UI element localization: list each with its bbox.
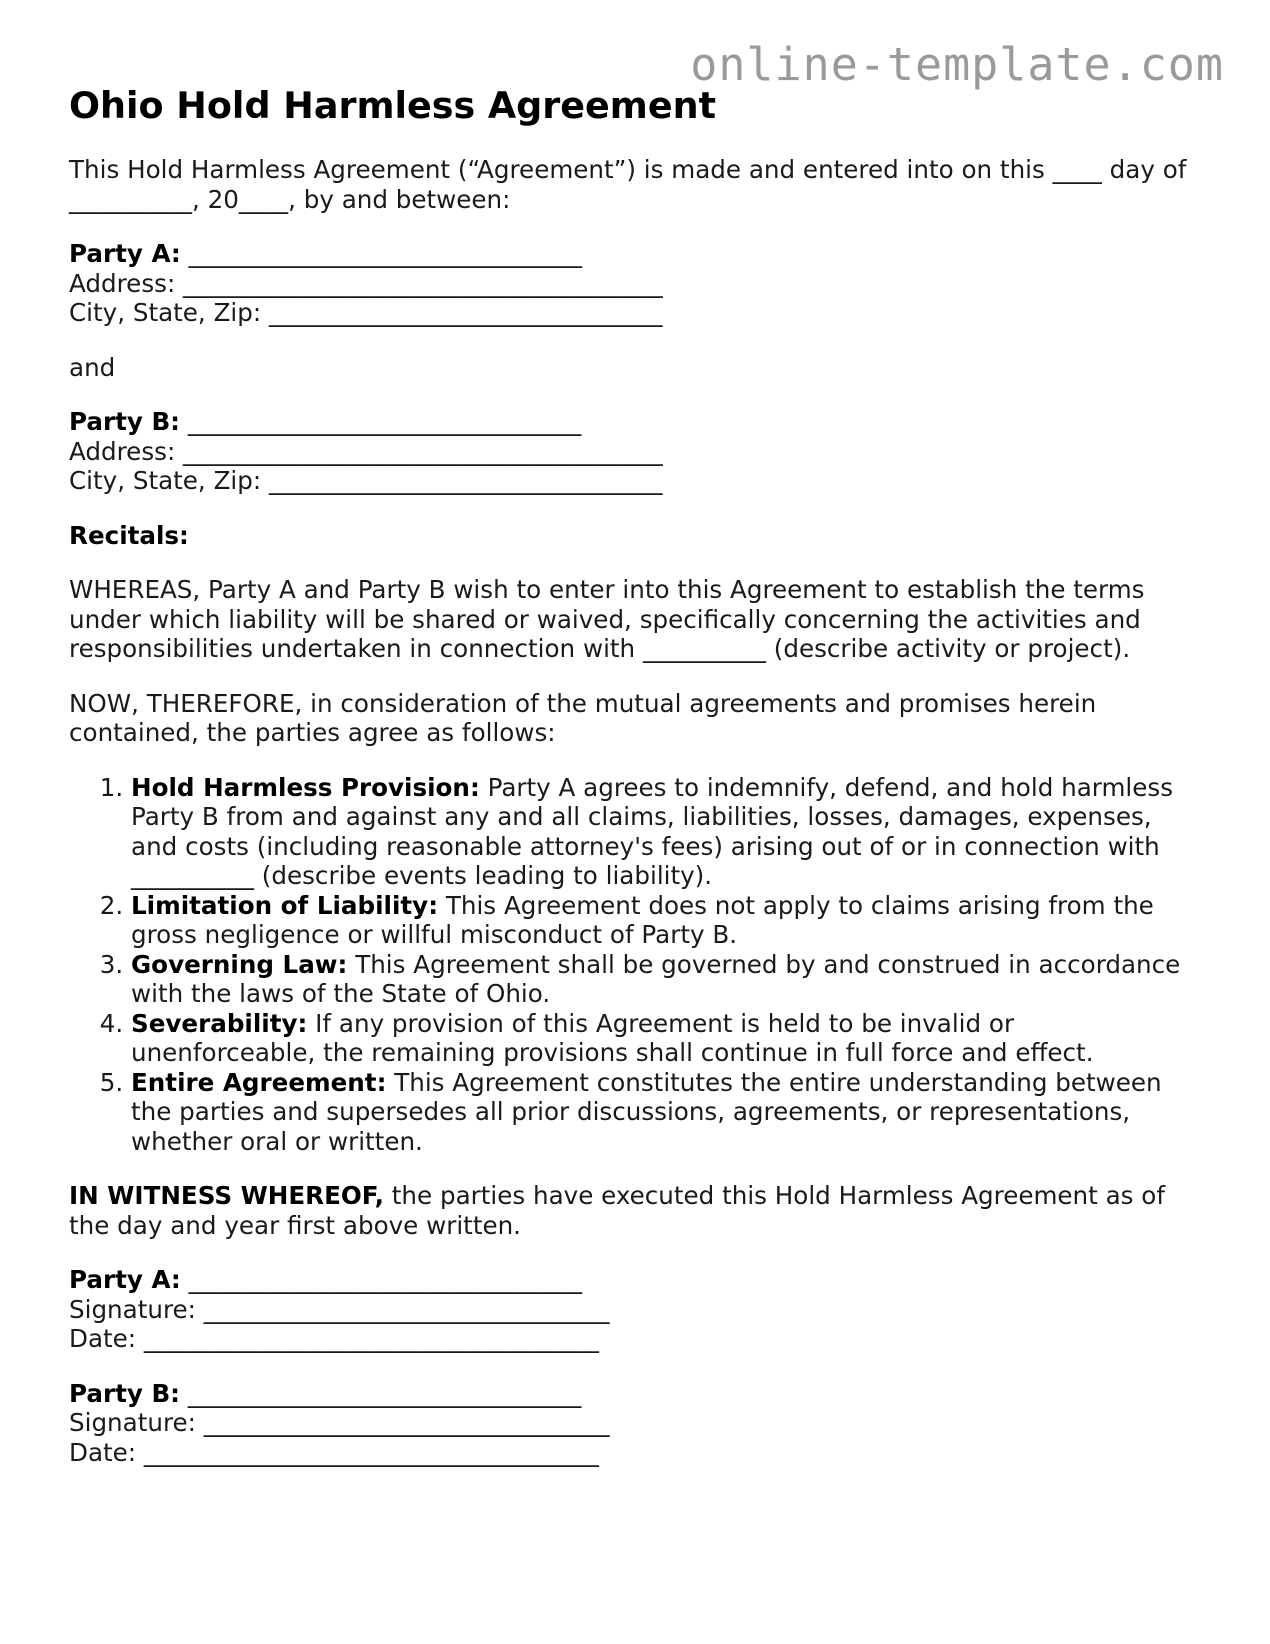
provision-title: Governing Law:	[131, 949, 348, 979]
party-b-name-line	[69, 407, 1204, 437]
party-b-block	[69, 407, 1204, 496]
provision-line: gross negligence or willful misconduct of Party B.	[131, 920, 738, 949]
provision-line: with the laws of the State of Ohio.	[131, 979, 551, 1008]
witness-bold: IN WITNESS WHEREOF,	[69, 1181, 384, 1210]
party-b-name-field: ________________________________	[180, 407, 582, 436]
provision-item	[131, 891, 1204, 950]
document-title: Ohio Hold Harmless Agreement	[69, 84, 717, 127]
now-therefore-paragraph	[69, 689, 1204, 748]
party-a-city-field: City, State, Zip: ________________________________	[69, 298, 663, 327]
sign-a-label: Party A:	[69, 1265, 181, 1294]
party-b-city-field: City, State, Zip: ________________________________	[69, 466, 663, 495]
sign-a-name-field: ________________________________	[180, 1265, 583, 1294]
provision-title: Hold Harmless Provision:	[131, 772, 480, 802]
provision-line	[131, 950, 1204, 980]
intro-paragraph	[69, 155, 1204, 214]
provision-line: the parties and supersedes all prior discussions, agreements, or representations,	[131, 1097, 1131, 1126]
witness-text: the parties have executed this Hold Harmless Agreement as of	[383, 1181, 1166, 1210]
whereas-line: WHEREAS, Party A and Party B wish to enter into this Agreement to establish the terms	[69, 575, 1145, 604]
provisions-list	[69, 773, 1204, 1157]
provision-line	[131, 1009, 1204, 1039]
provision-line	[131, 1068, 1204, 1098]
party-a-block	[69, 239, 1204, 328]
provision-item	[131, 1009, 1204, 1068]
party-b-label: Party B:	[69, 407, 181, 436]
sign-b-date-field: Date: _____________________________________	[69, 1437, 599, 1467]
party-a-address-field: Address: _______________________________________	[69, 268, 663, 298]
sign-b-label: Party B:	[69, 1378, 181, 1408]
provision-title: Entire Agreement:	[131, 1067, 387, 1097]
provision-line: unenforceable, the remaining provisions shall continue in full force and effect.	[131, 1038, 1094, 1067]
intro-line: This Hold Harmless Agreement (“Agreement”) is made and entered into on this ____ day of	[69, 155, 1187, 184]
party-a-label: Party A:	[69, 239, 181, 268]
and-text: and	[69, 352, 116, 382]
document-body	[69, 84, 1204, 1492]
provision-line: whether oral or written.	[131, 1126, 423, 1156]
whereas-line: under which liability will be shared or waived, specifically concerning the activities and	[69, 604, 1141, 634]
party-a-name-line	[69, 239, 1204, 269]
witness-paragraph	[69, 1181, 1204, 1240]
provision-text: This Agreement does not apply to claims arising from the	[438, 890, 1154, 920]
provision-title: Limitation of Liability:	[131, 890, 439, 920]
watermark: online-template.com	[690, 38, 1224, 91]
witness-line: the day and year first above written.	[69, 1210, 521, 1240]
provision-line	[131, 773, 1204, 803]
provision-text: This Agreement shall be governed by and construed in accordance	[347, 949, 1181, 979]
now-therefore-line: contained, the parties agree as follows:	[69, 718, 556, 747]
intro-line: __________, 20____, by and between:	[69, 184, 511, 214]
provision-item	[131, 1068, 1204, 1157]
whereas-line: responsibilities undertaken in connection with __________ (describe activity or project).	[69, 634, 1131, 663]
provision-text: If any provision of this Agreement is held to be invalid or	[307, 1008, 1015, 1038]
sign-b-signature-field: Signature: _________________________________	[69, 1408, 610, 1437]
recitals-heading	[69, 521, 1204, 551]
recitals-heading-text: Recitals:	[69, 520, 189, 550]
witness-line	[69, 1181, 1204, 1211]
sign-a-name-line	[69, 1265, 1204, 1295]
sign-b-name-line	[69, 1379, 1204, 1409]
provision-line: __________ (describe events leading to liability).	[131, 861, 713, 890]
provision-title: Severability:	[131, 1008, 308, 1038]
provision-item	[131, 950, 1204, 1009]
provision-text: This Agreement constitutes the entire understanding between	[386, 1067, 1162, 1097]
now-therefore-line: NOW, THEREFORE, in consideration of the mutual agreements and promises herein	[69, 688, 1097, 718]
sign-a-date-field: Date: _____________________________________	[69, 1324, 599, 1353]
signature-block-b	[69, 1379, 1204, 1468]
provision-item	[131, 773, 1204, 891]
sign-b-name-field: ________________________________	[180, 1378, 582, 1408]
whereas-paragraph	[69, 575, 1204, 664]
provision-text: Party A agrees to indemnify, defend, and hold harmless	[479, 772, 1174, 802]
provision-line: and costs (including reasonable attorney's fees) arising out of or in connection with	[131, 831, 1160, 861]
provision-line: Party B from and against any and all claims, liabilities, losses, damages, expenses,	[131, 802, 1152, 831]
provision-line	[131, 891, 1204, 921]
sign-a-signature-field: Signature: _________________________________	[69, 1294, 610, 1324]
party-b-address-field: Address: _______________________________________	[69, 436, 663, 466]
party-a-name-field: ________________________________	[180, 239, 583, 268]
signature-block-a	[69, 1265, 1204, 1354]
